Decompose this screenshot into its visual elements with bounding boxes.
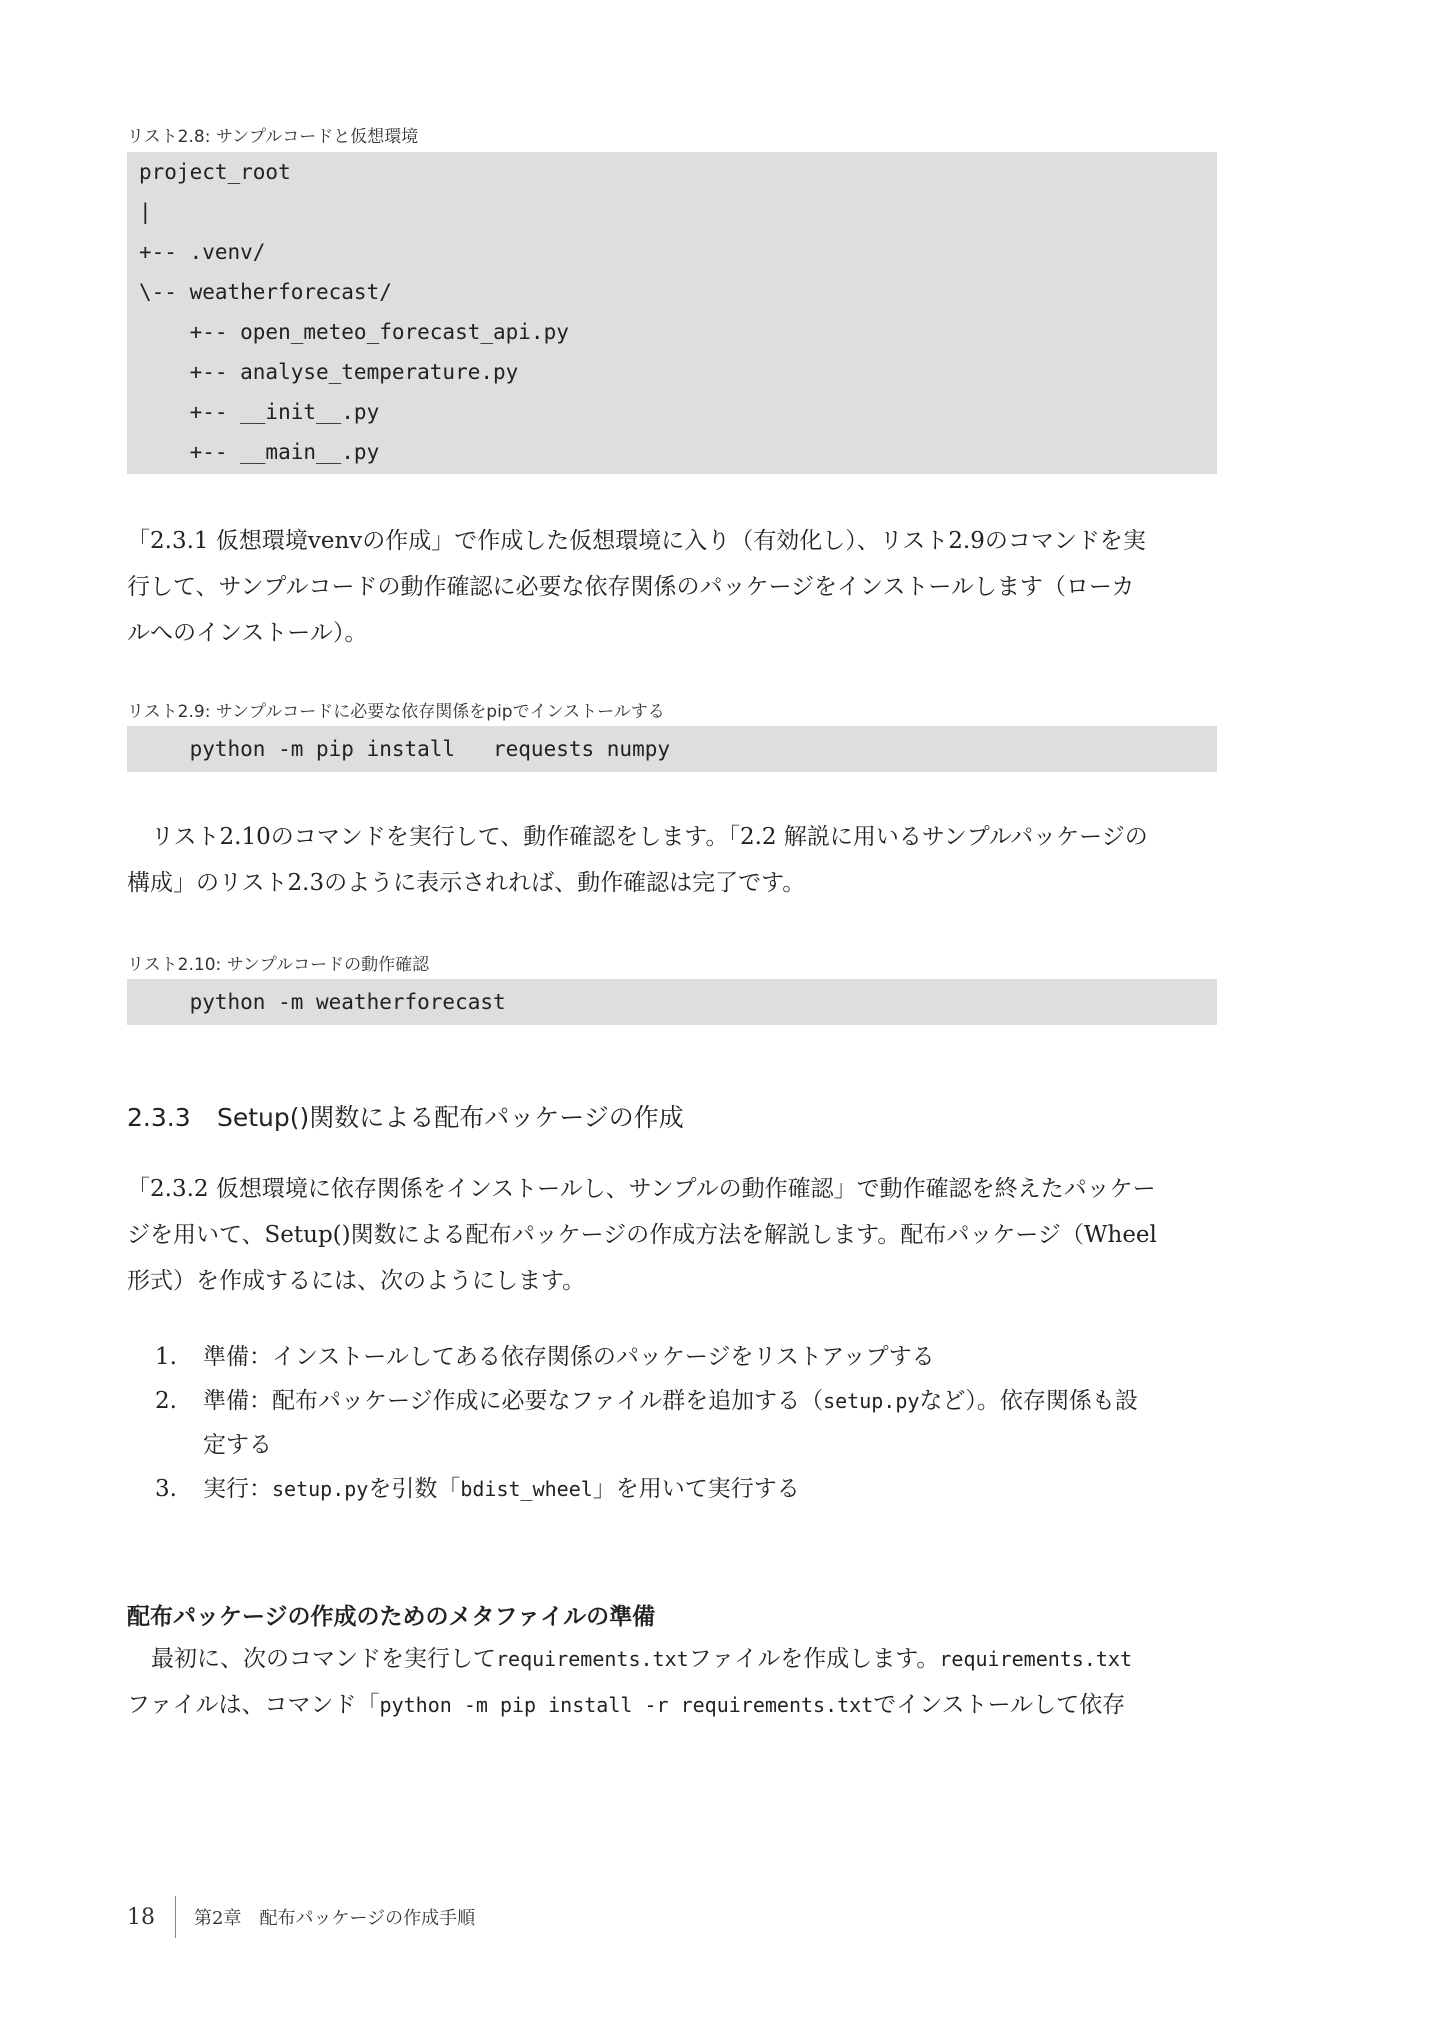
listing-2-8-caption: リスト2.8: サンプルコードと仮想環境	[127, 127, 419, 147]
paragraph-line: 「2.3.2 仮想環境に依存関係をインストールし、サンプルの動作確認」で動作確認を終えたパッケー	[127, 1176, 1156, 1202]
listing-2-10-caption: リスト2.10: サンプルコードの動作確認	[127, 955, 430, 975]
listing-2-9-caption: リスト2.9: サンプルコードに必要な依存関係をpipでインストールする	[127, 702, 665, 722]
list-item-text: 準備：インストールしてある依存関係のパッケージをリストアップする	[203, 1344, 935, 1370]
inline-code: python -m pip install -r requirements.txt	[379, 1693, 874, 1717]
code-line: +-- open_meteo_forecast_api.py	[139, 320, 569, 344]
section-number: 2.3.3	[127, 1103, 191, 1132]
body-paragraph-2	[127, 814, 1217, 906]
paragraph-text: 最初に、次のコマンドを実行して	[151, 1646, 496, 1672]
list-item-line	[203, 1379, 1217, 1423]
section-title-text: Setup()関数による配布パッケージの作成	[217, 1103, 684, 1132]
code-line: +-- .venv/	[139, 240, 266, 264]
paragraph-line	[127, 1682, 1217, 1728]
list-item-text: 準備：配布パッケージ作成に必要なファイル群を追加する（	[203, 1388, 824, 1414]
code-line: \-- weatherforecast/	[139, 280, 392, 304]
code-line: python -m pip install requests numpy	[139, 737, 671, 761]
page-number: 18	[127, 1904, 155, 1930]
listing-2-8-code-block	[127, 152, 1217, 474]
list-item	[155, 1467, 1217, 1511]
inline-code: bdist_wheel	[460, 1477, 593, 1501]
list-item-line	[203, 1467, 1217, 1511]
inline-code: setup.py	[823, 1389, 920, 1413]
paragraph-line: ジを用いて、Setup()関数による配布パッケージの作成方法を解説します。配布パッケージ（Wheel	[127, 1222, 1157, 1248]
list-item-text: 定する	[203, 1432, 272, 1458]
paragraph-line: 行して、サンプルコードの動作確認に必要な依存関係のパッケージをインストールします（ローカ	[127, 574, 1135, 600]
list-item-number: 3.	[155, 1476, 177, 1502]
list-item-text: 実行：	[203, 1476, 272, 1502]
page-footer	[127, 1895, 475, 1939]
list-item	[155, 1335, 1217, 1379]
paragraph-text: ファイルは、コマンド「	[127, 1692, 380, 1718]
paragraph-line: 形式）を作成するには、次のようにします。	[127, 1268, 586, 1294]
paragraph-line	[127, 1636, 1217, 1682]
inline-code: requirements.txt	[939, 1647, 1133, 1671]
code-line: |	[139, 200, 152, 224]
code-line: +-- analyse_temperature.py	[139, 360, 519, 384]
listing-2-10-code-block	[127, 979, 1217, 1025]
chapter-title: 第2章 配布パッケージの作成手順	[194, 1908, 476, 1929]
paragraph-text: ファイルを作成します。	[688, 1646, 940, 1672]
code-line: project_root	[139, 160, 291, 184]
body-paragraph-1	[127, 518, 1217, 656]
code-line: +-- __init__.py	[139, 400, 380, 424]
paragraph-text: でインストールして依存	[873, 1692, 1126, 1718]
list-item-number: 1.	[155, 1344, 177, 1370]
paragraph-line: 構成」のリスト2.3のように表示されれば、動作確認は完了です。	[127, 870, 806, 896]
paragraph-line: リスト2.10のコマンドを実行して、動作確認をします。「2.2 解説に用いるサンプルパッケージの	[151, 824, 1148, 850]
code-line: python -m weatherforecast	[139, 990, 506, 1014]
inline-code: setup.py	[272, 1477, 369, 1501]
list-item-number: 2.	[155, 1388, 177, 1414]
footer-divider	[175, 1896, 176, 1938]
list-item-text: 」を用いて実行する	[592, 1476, 800, 1502]
paragraph-line: 「2.3.1 仮想環境venvの作成」で作成した仮想環境に入り（有効化し）、リスト2.9のコマンドを実	[127, 528, 1146, 554]
list-item-text: など）。依存関係も設	[919, 1388, 1138, 1414]
subheading: 配布パッケージの作成のためのメタファイルの準備	[127, 1604, 656, 1630]
body-paragraph-4	[127, 1636, 1217, 1728]
list-item	[155, 1379, 1217, 1467]
list-item-text: を引数「	[368, 1476, 461, 1502]
section-heading	[127, 1098, 684, 1134]
paragraph-line: ルへのインストール）。	[127, 620, 368, 646]
inline-code: requirements.txt	[496, 1647, 689, 1671]
code-line: +-- __main__.py	[139, 440, 380, 464]
steps-list	[155, 1335, 1217, 1511]
body-paragraph-3	[127, 1166, 1217, 1304]
listing-2-9-code-block	[127, 726, 1217, 772]
